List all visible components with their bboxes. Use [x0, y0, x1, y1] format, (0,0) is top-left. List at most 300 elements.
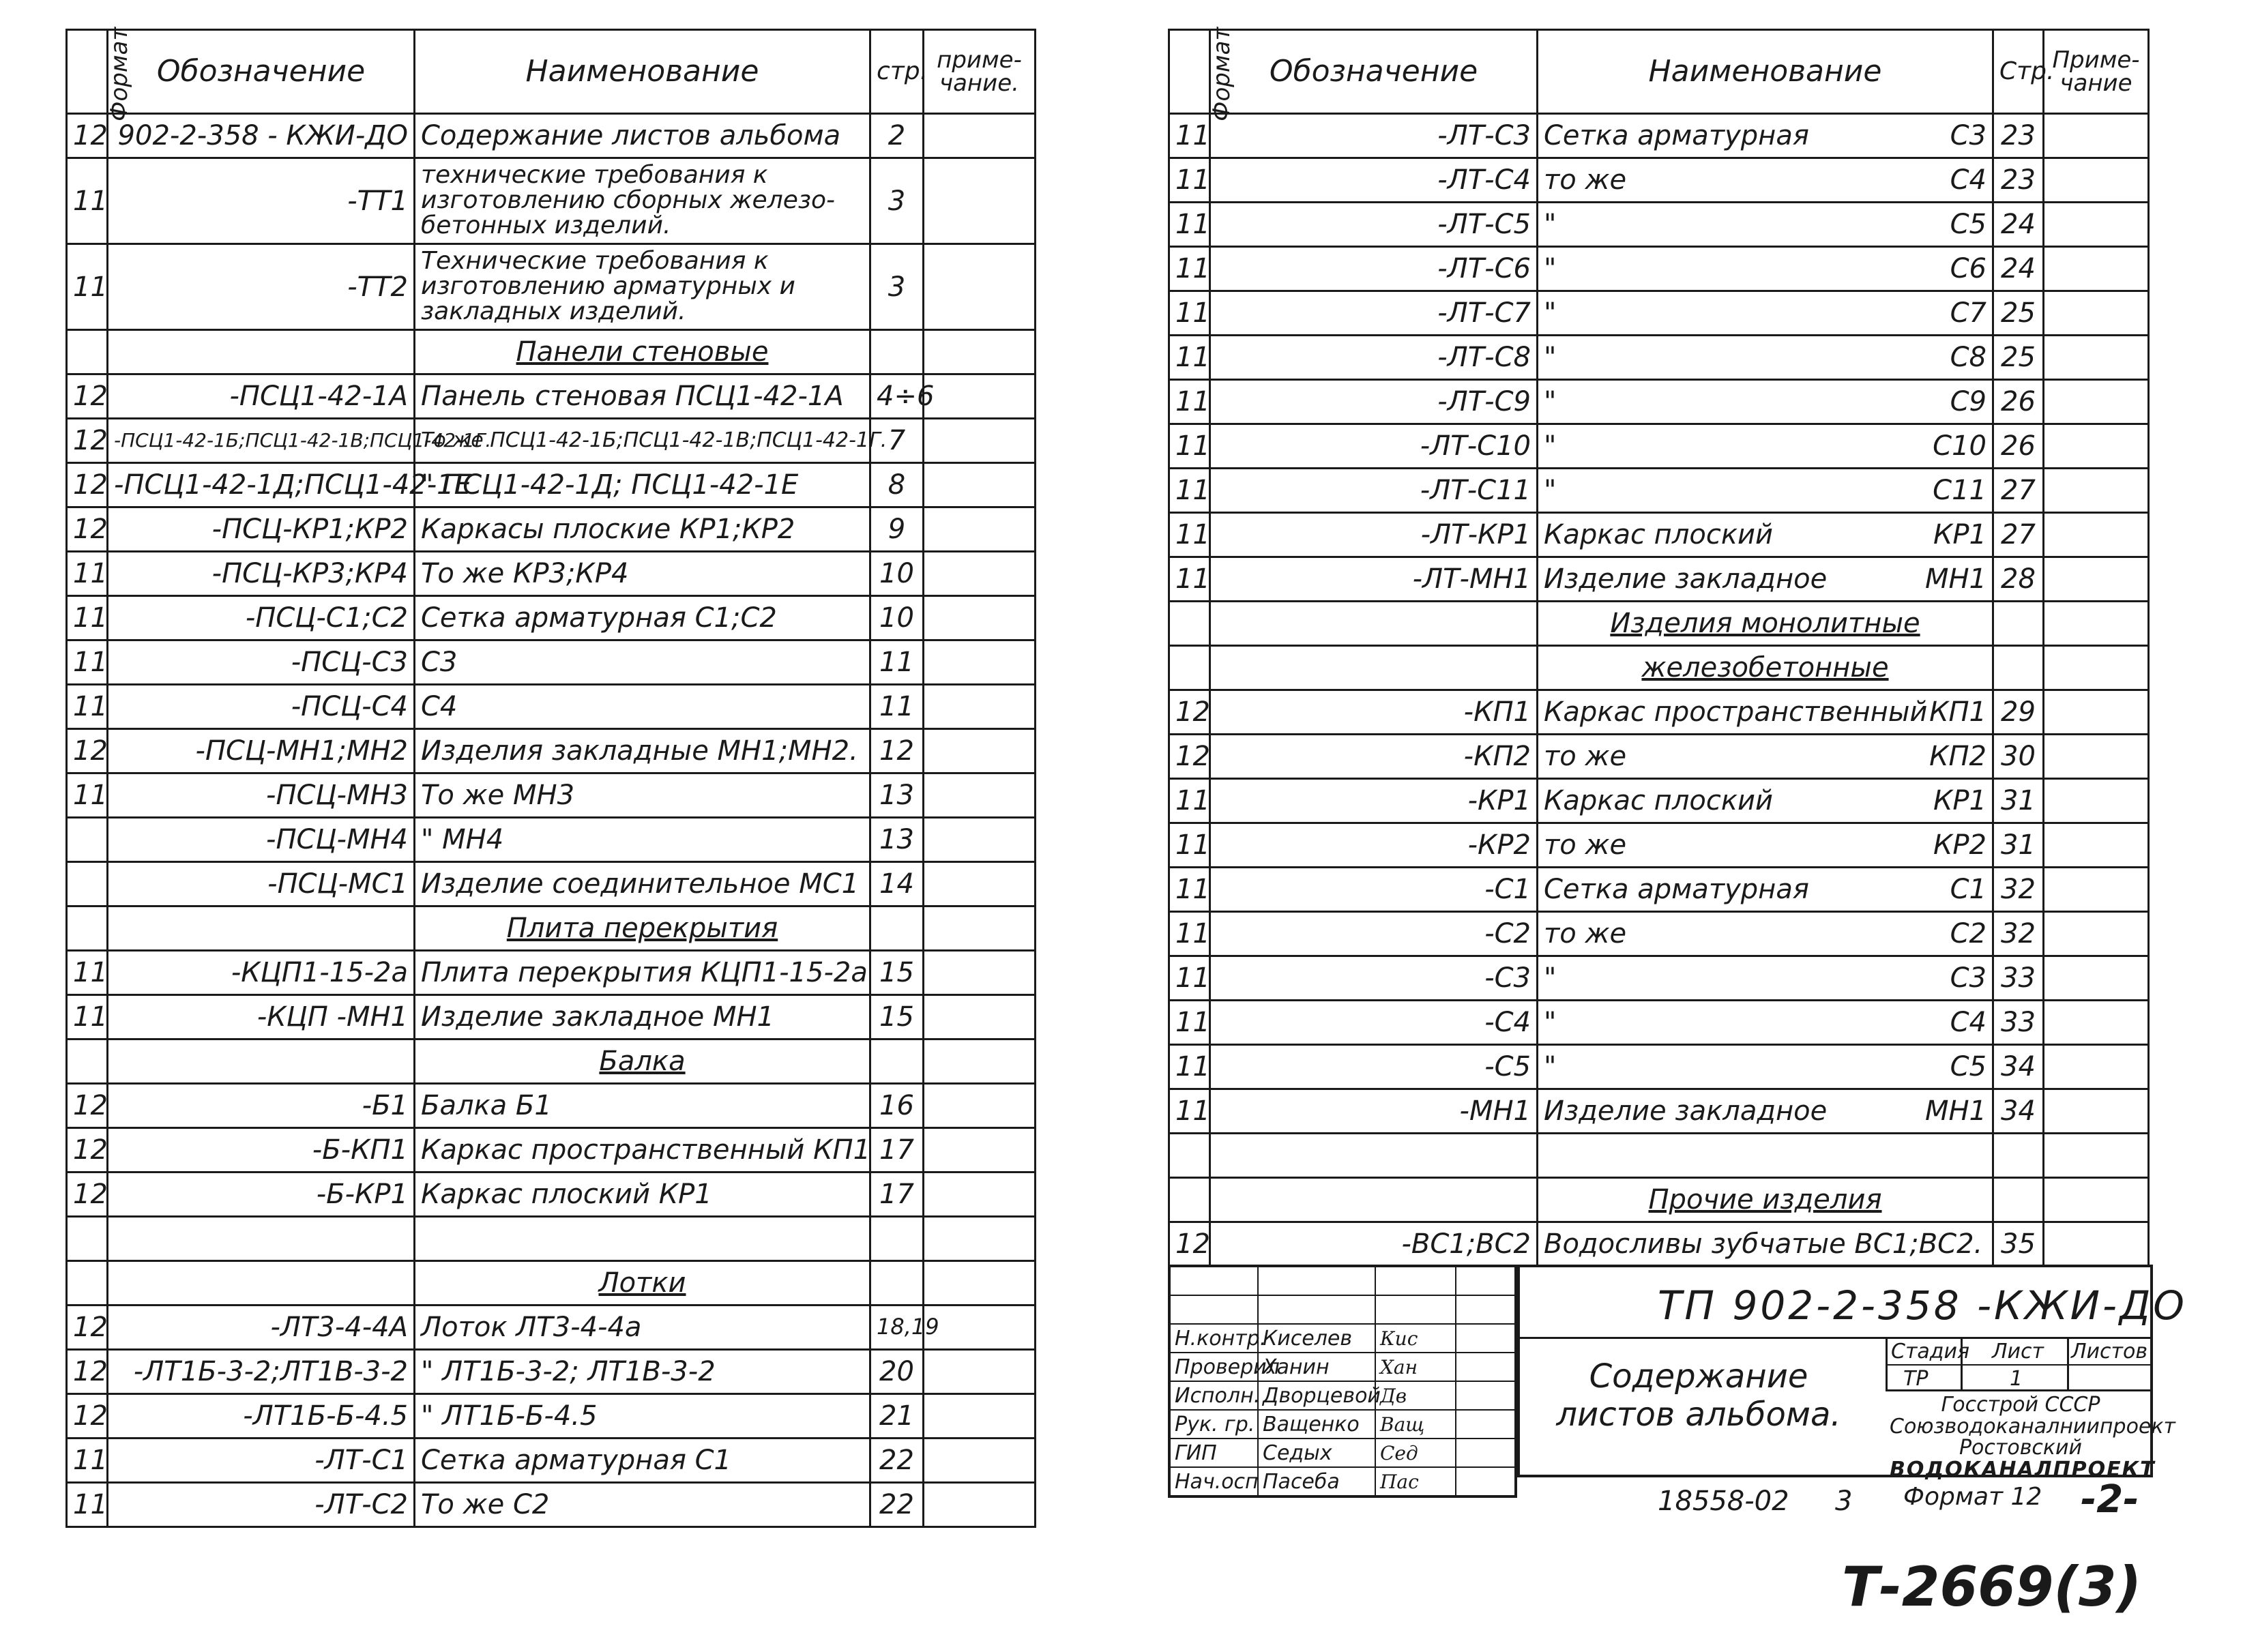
table-row — [1169, 336, 2149, 380]
designation-cell: -ЛТ-С10 — [1210, 424, 1538, 469]
sheet-value: 1 — [2010, 1367, 2023, 1391]
name-cell: технические требования к изготовлению сборных железо-бетонных изделий. — [415, 158, 870, 244]
table-row — [1169, 956, 2149, 1001]
note-cell — [924, 685, 1036, 729]
designation-cell: -ЛТ-С7 — [1210, 291, 1538, 336]
designation-cell: -ЛТ-С4 — [1210, 158, 1538, 203]
name-cell: Сетка арматурная С1 — [415, 1439, 870, 1483]
table-row — [67, 1306, 1036, 1350]
format-cell: 11 — [67, 1439, 108, 1483]
item-code: С3 — [1950, 120, 1986, 151]
note-cell — [924, 374, 1036, 419]
item-code: С6 — [1950, 253, 1986, 284]
format-cell — [67, 862, 108, 906]
section-row — [1169, 1178, 2149, 1222]
designation-cell: -ПСЦ-МС1 — [108, 862, 415, 906]
name-cell: Изделие соединительное МС1 — [415, 862, 870, 906]
designation-cell: -С2 — [1210, 912, 1538, 956]
format-cell: 11 — [1169, 158, 1210, 203]
name-cell: Сетка арматурная С1;С2 — [415, 596, 870, 640]
name-cell — [1538, 336, 1993, 380]
date-cell — [1456, 1410, 1516, 1439]
item-name: Прочие изделия — [1648, 1184, 1882, 1215]
table-row — [1169, 380, 2149, 424]
page-cell: 29 — [1993, 690, 2044, 735]
designation-cell — [1210, 1134, 1538, 1178]
note-cell — [924, 1261, 1036, 1306]
signer-name: Ханин — [1258, 1353, 1375, 1381]
page-cell: 20 — [870, 1350, 924, 1394]
page-cell: 17 — [870, 1172, 924, 1217]
format-cell: 11 — [1169, 823, 1210, 868]
page-cell: 24 — [1993, 203, 2044, 247]
name-cell: Каркасы плоские КР1;КР2 — [415, 507, 870, 552]
page-cell: 13 — [870, 818, 924, 862]
note-cell — [924, 1084, 1036, 1128]
item-code: КР2 — [1933, 829, 1986, 861]
org-line-4: ВОДОКАНАЛПРОЕКТ — [1890, 1457, 2156, 1481]
page-cell: 21 — [870, 1394, 924, 1439]
designation-cell: -ВС1;ВС2 — [1210, 1222, 1538, 1267]
item-name: то же — [1544, 741, 1627, 772]
note-cell — [2044, 912, 2149, 956]
format-cell — [1169, 1134, 1210, 1178]
designation-cell: -ПСЦ-МН1;МН2 — [108, 729, 415, 773]
signer-role: Исполн. — [1169, 1381, 1258, 1410]
header-format: Формат — [67, 30, 108, 114]
item-code: С3 — [1950, 962, 1986, 994]
item-name: Изделие закладное — [1544, 1095, 1828, 1127]
section-row — [67, 330, 1036, 374]
name-cell: Лоток ЛТ3-4-4а — [415, 1306, 870, 1350]
designation-cell: -ПСЦ-МН4 — [108, 818, 415, 862]
table-row — [67, 114, 1036, 158]
header-name: Наименование — [1538, 30, 1993, 114]
table-row — [67, 419, 1036, 463]
page-cell — [1993, 646, 2044, 690]
page-cell: 32 — [1993, 868, 2044, 912]
table-row — [1169, 868, 2149, 912]
signer-row — [1169, 1439, 1516, 1467]
item-name: Водосливы зубчатые ВС1;ВС2. — [1544, 1228, 1983, 1260]
format-cell: 11 — [1169, 469, 1210, 513]
name-cell: Изделия закладные МН1;МН2. — [415, 729, 870, 773]
name-cell: То же МН3 — [415, 773, 870, 818]
item-name: " — [1544, 342, 1557, 373]
format-cell — [67, 1217, 108, 1261]
note-cell — [924, 773, 1036, 818]
format-label: Формат 12 — [1903, 1483, 2042, 1511]
name-cell: Технические требования к изготовлению арматурных и закладных изделий. — [415, 244, 870, 330]
designation-cell: -С4 — [1210, 1001, 1538, 1045]
note-cell — [2044, 291, 2149, 336]
name-cell — [1538, 735, 1993, 779]
sheet-label: Лист — [1992, 1340, 2044, 1363]
format-cell: 11 — [1169, 114, 1210, 158]
header-designation: Обозначение — [1210, 30, 1538, 114]
item-name: Каркас пространственный — [1544, 696, 1928, 728]
item-code: С4 — [1950, 1007, 1986, 1038]
page-cell — [870, 906, 924, 951]
header-note: Приме-чание — [2044, 30, 2149, 114]
designation-cell: -С3 — [1210, 956, 1538, 1001]
page-cell: 15 — [870, 995, 924, 1039]
note-cell — [924, 640, 1036, 685]
format-cell: 11 — [1169, 779, 1210, 823]
table-row — [1169, 690, 2149, 735]
page-cell: 10 — [870, 552, 924, 596]
document-code: ТП 902-2-358 -КЖИ-ДО — [1658, 1282, 2187, 1329]
name-cell: " ЛТ1Б-3-2; ЛТ1В-3-2 — [415, 1350, 870, 1394]
designation-cell — [108, 1261, 415, 1306]
name-cell — [1538, 114, 1993, 158]
right-contents-table — [1168, 29, 2150, 1267]
table-row — [67, 244, 1036, 330]
page-cell — [870, 1039, 924, 1084]
format-cell — [67, 330, 108, 374]
format-cell — [67, 906, 108, 951]
designation-cell: -КЦП -МН1 — [108, 995, 415, 1039]
table-row — [1169, 291, 2149, 336]
designation-cell: -КР1 — [1210, 779, 1538, 823]
note-cell — [924, 818, 1036, 862]
page-cell: 7 — [870, 419, 924, 463]
format-cell: 11 — [67, 685, 108, 729]
page-cell: 12 — [870, 729, 924, 773]
page-cell: 31 — [1993, 779, 2044, 823]
page-cell — [1993, 602, 2044, 646]
blank-cell — [1375, 1295, 1456, 1324]
format-cell: 11 — [1169, 557, 1210, 602]
designation-cell: -КР2 — [1210, 823, 1538, 868]
name-cell — [1538, 1089, 1993, 1134]
designation-cell: -ЛТ-С8 — [1210, 336, 1538, 380]
note-cell — [924, 729, 1036, 773]
item-code: КП1 — [1929, 696, 1986, 728]
designation-cell: -ПСЦ-С1;С2 — [108, 596, 415, 640]
note-cell — [2044, 735, 2149, 779]
item-name: Изделие закладное — [1544, 563, 1828, 595]
designation-cell: -Б-КП1 — [108, 1128, 415, 1172]
page-cell: 32 — [1993, 912, 2044, 956]
page-cell: 34 — [1993, 1089, 2044, 1134]
designation-cell: -ПСЦ-МН3 — [108, 773, 415, 818]
note-cell — [924, 1350, 1036, 1394]
designation-cell: -ЛТ-С5 — [1210, 203, 1538, 247]
page-cell: 35 — [1993, 1222, 2044, 1267]
page-cell: 11 — [870, 640, 924, 685]
signature: Хан — [1375, 1353, 1456, 1381]
page-cell: 30 — [1993, 735, 2044, 779]
table-row — [67, 507, 1036, 552]
name-cell — [1538, 956, 1993, 1001]
signer-role: Рук. гр. — [1169, 1410, 1258, 1439]
designation-cell: -ПСЦ-КР1;КР2 — [108, 507, 415, 552]
note-cell — [2044, 557, 2149, 602]
designation-cell: -ТТ2 — [108, 244, 415, 330]
designation-cell: 902-2-358 - КЖИ-ДО — [108, 114, 415, 158]
note-cell — [2044, 424, 2149, 469]
page-cell: 24 — [1993, 247, 2044, 291]
table-row — [67, 640, 1036, 685]
blank-cell — [1375, 1266, 1456, 1295]
format-cell: 11 — [67, 244, 108, 330]
section-row — [67, 1261, 1036, 1306]
item-name: Каркас плоский — [1544, 785, 1774, 816]
designation-cell: -ПСЦ-КР3;КР4 — [108, 552, 415, 596]
signer-name: Киселев — [1258, 1324, 1375, 1353]
page-cell: 10 — [870, 596, 924, 640]
name-cell — [1538, 1178, 1993, 1222]
designation-cell — [108, 1039, 415, 1084]
name-cell — [1538, 646, 1993, 690]
format-cell — [67, 1261, 108, 1306]
format-cell: 12 — [1169, 1222, 1210, 1267]
format-cell: 11 — [67, 1483, 108, 1527]
format-cell: 11 — [1169, 1045, 1210, 1089]
format-cell: 11 — [67, 773, 108, 818]
name-cell — [1538, 1222, 1993, 1267]
format-cell: 11 — [1169, 956, 1210, 1001]
signature: Пас — [1375, 1467, 1456, 1496]
format-cell: 11 — [1169, 912, 1210, 956]
item-code: С2 — [1950, 918, 1986, 949]
table-row — [1169, 557, 2149, 602]
item-name: " — [1544, 253, 1557, 284]
name-cell — [1538, 247, 1993, 291]
designation-cell: -ПСЦ-С3 — [108, 640, 415, 685]
name-cell — [1538, 602, 1993, 646]
page-cell: 33 — [1993, 956, 2044, 1001]
designation-cell: -ЛТ3-4-4А — [108, 1306, 415, 1350]
table-row — [1169, 1222, 2149, 1267]
signer-name: Пасеба — [1258, 1467, 1375, 1496]
note-cell — [924, 1128, 1036, 1172]
format-cell: 12 — [67, 1128, 108, 1172]
item-code: С7 — [1950, 297, 1986, 329]
designation-cell: -Б1 — [108, 1084, 415, 1128]
designation-cell: -ЛТ-С3 — [1210, 114, 1538, 158]
page-cell: 17 — [870, 1128, 924, 1172]
name-cell — [1538, 158, 1993, 203]
note-cell — [2044, 158, 2149, 203]
format-cell: 11 — [1169, 868, 1210, 912]
name-cell: Плита перекрытия КЦП1-15-2а — [415, 951, 870, 995]
header-note: приме-чание. — [924, 30, 1036, 114]
organization-block — [1890, 1393, 2175, 1481]
table-row — [67, 374, 1036, 419]
archive-number: Т-2669(3) — [1842, 1555, 2142, 1619]
format-cell: 12 — [67, 729, 108, 773]
header-name: Наименование — [415, 30, 870, 114]
signer-row — [1169, 1381, 1516, 1410]
name-cell: Панель стеновая ПСЦ1-42-1А — [415, 374, 870, 419]
name-cell: С4 — [415, 685, 870, 729]
date-cell — [1456, 1324, 1516, 1353]
signature-block — [1168, 1265, 1517, 1498]
section-row — [67, 1039, 1036, 1084]
note-cell — [2044, 247, 2149, 291]
table-row — [67, 463, 1036, 507]
designation-cell: -ЛТ-С9 — [1210, 380, 1538, 424]
designation-cell: -ЛТ-С6 — [1210, 247, 1538, 291]
table-row — [67, 1217, 1036, 1261]
name-cell — [1538, 380, 1993, 424]
signature: Сед — [1375, 1439, 1456, 1467]
note-cell — [2044, 823, 2149, 868]
name-cell — [1538, 912, 1993, 956]
page-cell: 15 — [870, 951, 924, 995]
name-cell: Лотки — [415, 1261, 870, 1306]
format-cell: 11 — [67, 640, 108, 685]
table-row — [67, 1439, 1036, 1483]
item-name: Сетка арматурная — [1544, 120, 1809, 151]
note-cell — [2044, 1178, 2149, 1222]
note-cell — [2044, 602, 2149, 646]
signer-name: Дворцевой — [1258, 1381, 1375, 1410]
page-cell: 22 — [870, 1439, 924, 1483]
table-row — [67, 1394, 1036, 1439]
name-cell: Каркас плоский КР1 — [415, 1172, 870, 1217]
signature-blank-row — [1169, 1295, 1516, 1324]
designation-cell: -ПСЦ1-42-1А — [108, 374, 415, 419]
name-cell — [1538, 868, 1993, 912]
format-cell — [67, 818, 108, 862]
note-cell — [924, 1439, 1036, 1483]
page-cell — [870, 1217, 924, 1261]
format-cell: 12 — [67, 114, 108, 158]
item-name: то же — [1544, 918, 1627, 949]
format-cell: 12 — [67, 1394, 108, 1439]
page-cell: 28 — [1993, 557, 2044, 602]
name-cell: " ЛТ1Б-Б-4.5 — [415, 1394, 870, 1439]
designation-cell: -КП1 — [1210, 690, 1538, 735]
table-row — [67, 158, 1036, 244]
table-row — [1169, 513, 2149, 557]
blank-cell — [1169, 1266, 1258, 1295]
item-code: С4 — [1950, 164, 1986, 196]
item-code: С1 — [1950, 874, 1986, 905]
format-cell: 12 — [1169, 690, 1210, 735]
item-name: железобетонные — [1641, 652, 1889, 683]
format-cell: 12 — [67, 507, 108, 552]
left-header-row — [67, 30, 1036, 114]
note-cell — [2044, 380, 2149, 424]
name-cell: Изделие закладное МН1 — [415, 995, 870, 1039]
format-cell: 12 — [67, 374, 108, 419]
table-row — [67, 1084, 1036, 1128]
note-cell — [924, 1306, 1036, 1350]
designation-cell — [108, 1217, 415, 1261]
item-name: " — [1544, 297, 1557, 329]
page-cell: 27 — [1993, 513, 2044, 557]
designation-cell: -ЛТ1Б-3-2;ЛТ1В-3-2 — [108, 1350, 415, 1394]
table-row — [1169, 158, 2149, 203]
name-cell — [1538, 1134, 1993, 1178]
sheets-label: Листов — [2071, 1340, 2148, 1363]
signer-row — [1169, 1467, 1516, 1496]
org-line-2: Союзводоканалниипроект — [1890, 1414, 2175, 1439]
note-cell — [924, 330, 1036, 374]
table-row — [1169, 1089, 2149, 1134]
item-code: С9 — [1950, 386, 1986, 417]
section-row — [1169, 602, 2149, 646]
note-cell — [2044, 1222, 2149, 1267]
note-cell — [2044, 1001, 2149, 1045]
note-cell — [2044, 513, 2149, 557]
page-mark: -2- — [2081, 1477, 2139, 1522]
table-row — [67, 773, 1036, 818]
page-cell — [870, 330, 924, 374]
name-cell: То же С2 — [415, 1483, 870, 1527]
page-cell: 3 — [870, 244, 924, 330]
format-cell — [1169, 602, 1210, 646]
name-cell — [415, 1217, 870, 1261]
signature-blank-row — [1169, 1266, 1516, 1295]
signer-role: ГИП — [1169, 1439, 1258, 1467]
stage-label: Стадия — [1891, 1340, 1970, 1363]
blank-cell — [1456, 1295, 1516, 1324]
page-cell: 16 — [870, 1084, 924, 1128]
copy-number: 3 — [1835, 1486, 1853, 1517]
format-cell: 11 — [1169, 1089, 1210, 1134]
page-cell: 4÷6 — [870, 374, 924, 419]
item-code: С5 — [1950, 1051, 1986, 1082]
note-cell — [924, 862, 1036, 906]
item-name: Изделия монолитные — [1610, 608, 1920, 639]
signer-name: Седых — [1258, 1439, 1375, 1467]
item-name: " — [1544, 1051, 1557, 1082]
page-cell: 26 — [1993, 380, 2044, 424]
item-code: С8 — [1950, 342, 1986, 373]
signer-row — [1169, 1410, 1516, 1439]
name-cell: Балка — [415, 1039, 870, 1084]
page-cell: 22 — [870, 1483, 924, 1527]
page-cell: 23 — [1993, 114, 2044, 158]
page-cell — [870, 1261, 924, 1306]
table-row — [67, 818, 1036, 862]
name-cell: Каркас пространственный КП1 — [415, 1128, 870, 1172]
designation-cell: -ТТ1 — [108, 158, 415, 244]
item-name: то же — [1544, 164, 1627, 196]
page-cell: 13 — [870, 773, 924, 818]
name-cell: С3 — [415, 640, 870, 685]
format-cell: 12 — [67, 1084, 108, 1128]
table-row — [1169, 247, 2149, 291]
table-row — [1169, 912, 2149, 956]
name-cell — [1538, 469, 1993, 513]
signature: Дв — [1375, 1381, 1456, 1410]
format-cell: 12 — [67, 1306, 108, 1350]
table-row — [67, 1350, 1036, 1394]
item-code: С11 — [1933, 475, 1986, 506]
signature: Кис — [1375, 1324, 1456, 1353]
name-cell — [1538, 1045, 1993, 1089]
designation-cell: -ЛТ-С11 — [1210, 469, 1538, 513]
page-cell: 8 — [870, 463, 924, 507]
item-name: Каркас плоский — [1544, 519, 1774, 550]
designation-cell: -Б-КР1 — [108, 1172, 415, 1217]
name-cell: Панели стеновые — [415, 330, 870, 374]
blank-cell — [1258, 1295, 1375, 1324]
name-cell: То же КР3;КР4 — [415, 552, 870, 596]
table-row — [1169, 469, 2149, 513]
format-cell: 11 — [67, 552, 108, 596]
table-row — [67, 729, 1036, 773]
designation-cell: -ПСЦ-С4 — [108, 685, 415, 729]
format-cell: 12 — [67, 1350, 108, 1394]
designation-cell: -ЛТ1Б-Б-4.5 — [108, 1394, 415, 1439]
